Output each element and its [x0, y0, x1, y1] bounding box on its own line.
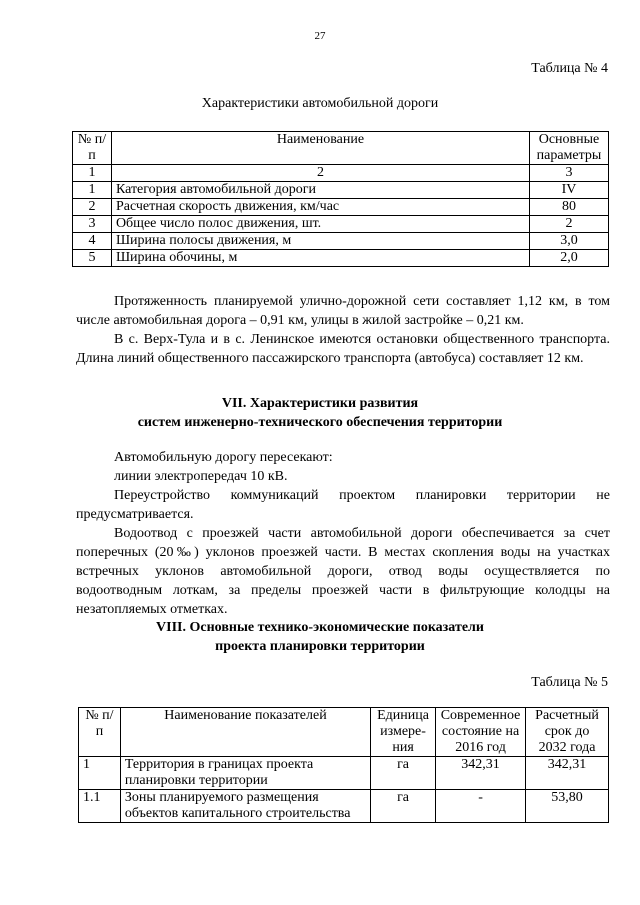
- table-cell: га: [371, 757, 436, 790]
- table-row: [73, 250, 609, 267]
- header-cell: Расчетный срок до 2032 года: [526, 708, 609, 757]
- table-row: [73, 216, 609, 233]
- table-cell: 2,0: [530, 250, 609, 267]
- header-cell: Основные параметры: [530, 132, 609, 165]
- table4-caption: Таблица № 4: [531, 61, 608, 76]
- table-cell: 1: [73, 165, 112, 182]
- table-cell: 1.1: [79, 790, 121, 823]
- table-cell: 342,31: [526, 757, 609, 790]
- table-header-row: [73, 132, 609, 165]
- table-cell: 3: [530, 165, 609, 182]
- section7-heading-line1: VII. Характеристики развития: [221, 396, 419, 411]
- table-cell: Территория в границах проекта планировки территории: [120, 757, 370, 790]
- table-cell: -: [436, 790, 526, 823]
- table-cell: Ширина обочины, м: [111, 250, 529, 267]
- paragraph: Автомобильную дорогу пересекают:: [114, 450, 333, 465]
- table-cell: Категория автомобильной дороги: [111, 182, 529, 199]
- table4: [72, 131, 609, 267]
- table-cell: 3,0: [530, 233, 609, 250]
- table-cell: 3: [73, 216, 112, 233]
- header-cell: Единица измере-ния: [371, 708, 436, 757]
- table-cell: Зоны планируемого размещения объектов капитального строительства: [120, 790, 370, 823]
- table-cell: 80: [530, 199, 609, 216]
- table-cell: 2: [73, 199, 112, 216]
- table-row: [79, 757, 609, 790]
- table-row: [73, 182, 609, 199]
- table-row: [73, 233, 609, 250]
- paragraph: Протяженность планируемой улично-дорожной сети составляет 1,12 км, в том числе автомобильная дорога – 0,91 км, улицы в жилой застройке – 0,21 км.: [76, 294, 610, 328]
- header-cell: Наименование: [111, 132, 529, 165]
- header-cell: № п/п: [79, 708, 121, 757]
- table-cell: 1: [79, 757, 121, 790]
- table-cell: га: [371, 790, 436, 823]
- table5: [78, 707, 609, 823]
- header-cell: Наименование показателей: [120, 708, 370, 757]
- header-cell: Современное состояние на 2016 год: [436, 708, 526, 757]
- paragraph: Переустройство коммуникаций проектом планировки территории не предусматривается.: [76, 488, 610, 522]
- header-cell: № п/п: [73, 132, 112, 165]
- table-cell: 1: [73, 182, 112, 199]
- section8-heading-line1: VIII. Основные технико-экономические показатели: [156, 620, 484, 635]
- table-cell: Ширина полосы движения, м: [111, 233, 529, 250]
- section7-heading-line2: систем инженерно-технического обеспечения территории: [137, 415, 503, 430]
- page-number: 27: [314, 30, 326, 42]
- table-row: [73, 199, 609, 216]
- table-header-row: [79, 708, 609, 757]
- table-cell: 2: [530, 216, 609, 233]
- paragraph: Водоотвод с проезжей части автомобильной дороги обеспечивается за счет поперечных (20‰) уклонов проезжей части. В местах скопления воды на участках встречных уклонов автомобильной дороги, отвод воды осуществляется по водоотводным лоткам, за пределы проезжей части в фильтрующие колодцы на незатопляемых отметках.: [76, 526, 610, 617]
- table-cell: Расчетная скорость движения, км/час: [111, 199, 529, 216]
- paragraph: В с. Верх-Тула и в с. Ленинское имеются остановки общественного транспорта. Длина линий общественного пассажирского транспорта (автобуса) составляет 12 км.: [76, 332, 610, 366]
- table5-caption: Таблица № 5: [531, 675, 608, 690]
- paragraph: линии электропередач 10 кВ.: [114, 469, 288, 484]
- table-cell: Общее число полос движения, шт.: [111, 216, 529, 233]
- table-numbers-row: [73, 165, 609, 182]
- table-cell: 342,31: [436, 757, 526, 790]
- table-cell: 2: [111, 165, 529, 182]
- table-row: [79, 790, 609, 823]
- table-cell: 4: [73, 233, 112, 250]
- table-cell: IV: [530, 182, 609, 199]
- table4-title: Характеристики автомобильной дороги: [201, 96, 439, 111]
- table-cell: 53,80: [526, 790, 609, 823]
- table-cell: 5: [73, 250, 112, 267]
- section8-heading-line2: проекта планировки территории: [215, 639, 425, 654]
